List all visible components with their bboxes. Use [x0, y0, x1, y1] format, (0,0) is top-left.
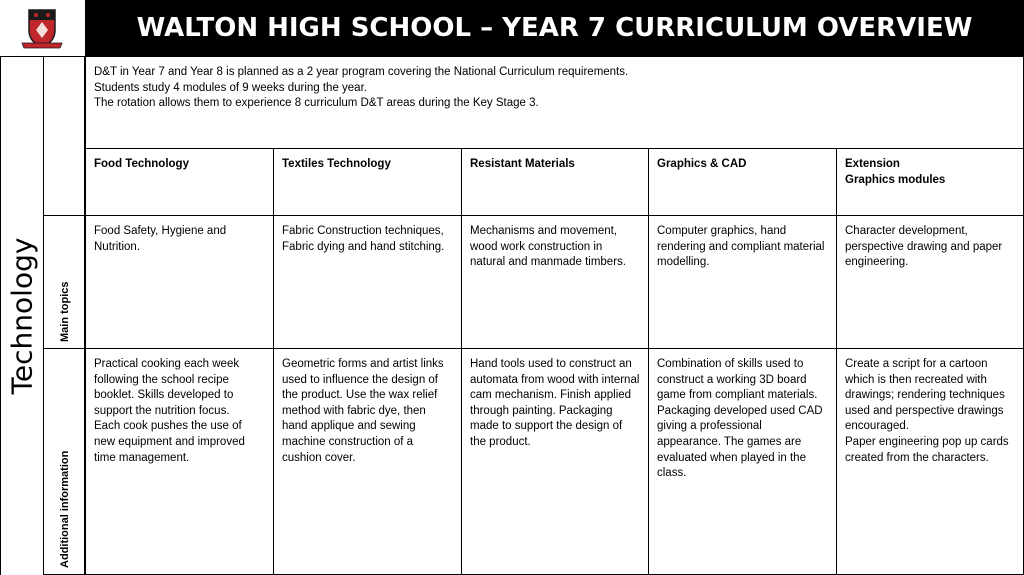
column-heading-textiles — [273, 148, 462, 216]
intro-label-cell — [43, 56, 85, 216]
additional-info-label: Additional information — [59, 450, 71, 568]
subject-column — [0, 56, 43, 575]
main-topics-graphics: Computer graphics, hand rendering and compliant material modelling. — [648, 215, 837, 349]
column-heading-text: Graphics & CAD — [657, 158, 747, 170]
intro-line: D&T in Year 7 and Year 8 is planned as a 2 year program covering the National Curriculum requirements. — [94, 66, 629, 78]
subject-label: Technology — [5, 237, 39, 395]
column-heading-text: Resistant Materials — [470, 158, 575, 170]
column-heading-extension — [836, 148, 1024, 216]
additional-info-extension: Create a script for a cartoon which is then recreated with drawings; rendering techniques used and perspective drawings encouraged. Paper engineering pop up cards created from the characters. — [836, 348, 1024, 575]
main-topics-resistant: Mechanisms and movement, wood work construction in natural and manmade timbers. — [461, 215, 649, 349]
column-heading-text: Extension — [845, 158, 900, 170]
additional-info-food: Practical cooking each week following the school recipe booklet. Skills developed to support the nutrition focus. Each cook pushes the use of new equipment and improved time management. — [85, 348, 274, 575]
main-topics-label: Main topics — [59, 281, 71, 342]
column-heading-food — [85, 148, 274, 216]
header — [0, 0, 1024, 56]
additional-info-resistant: Hand tools used to construct an automata from wood with internal cam mechanism. Finish applied through painting. Packaging made to support the design of the product. — [461, 348, 649, 575]
main-topics-textiles: Fabric Construction techniques, Fabric dying and hand stitching. — [273, 215, 462, 349]
main-topics-extension: Character development, perspective drawing and paper engineering. — [836, 215, 1024, 349]
page-title: WALTON HIGH SCHOOL – YEAR 7 CURRICULUM OVERVIEW — [136, 13, 973, 43]
main-topics-food: Food Safety, Hygiene and Nutrition. — [85, 215, 274, 349]
additional-info-textiles: Geometric forms and artist links used to influence the design of the product. Use the wax relief method with fabric dye, then hand applique and sewing machine construction of a cushion cover. — [273, 348, 462, 575]
logo-area — [0, 0, 85, 56]
column-heading-text: Textiles Technology — [282, 158, 391, 170]
column-heading-resistant — [461, 148, 649, 216]
intro-line: The rotation allows them to experience 8 curriculum D&T areas during the Key Stage 3. — [94, 97, 539, 110]
school-crest-icon — [0, 0, 85, 56]
column-heading-graphics — [648, 148, 837, 216]
title-bar — [85, 0, 1024, 56]
column-heading-text: Food Technology — [94, 158, 189, 170]
additional-info-label-cell — [43, 348, 85, 575]
main-topics-label-cell — [43, 215, 85, 349]
additional-info-graphics: Combination of skills used to construct a working 3D board game from compliant materials. Packaging developed used CAD giving a professional appearance. The games are evaluated when played in the class. — [648, 348, 837, 575]
intro-line: Students study 4 modules of 9 weeks during the year. — [94, 81, 367, 94]
column-heading-subtext: Graphics modules — [845, 173, 946, 186]
intro-text-cell — [85, 56, 1024, 149]
